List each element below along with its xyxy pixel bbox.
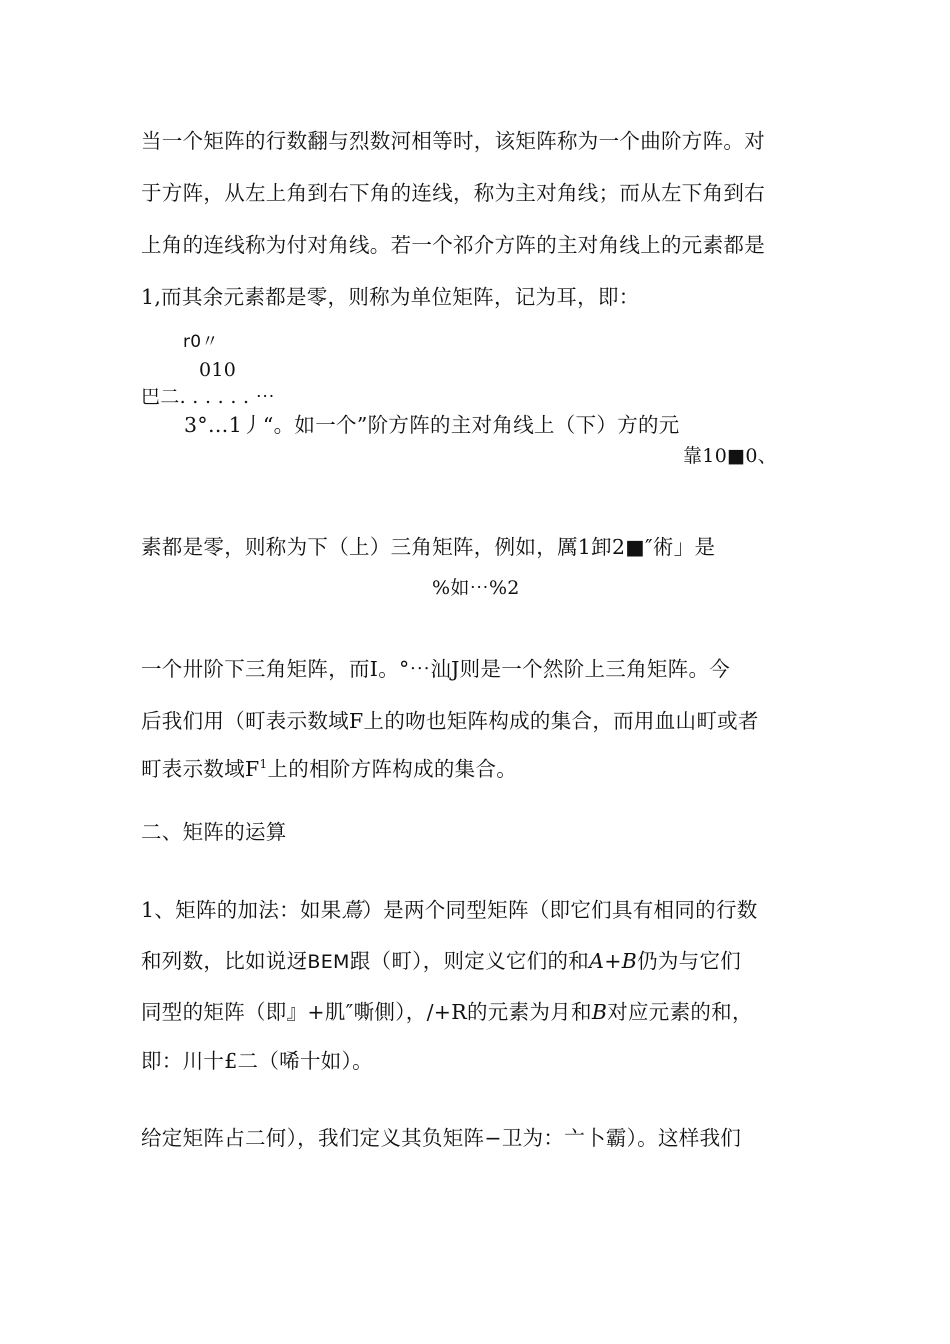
paragraph-3-line-2: 后我们用（町表示数域F上的吻也矩阵构成的集合，而用血山町或者: [141, 709, 759, 733]
paragraph-3-line-3: [141, 755, 517, 783]
paragraph-1-line-2: 于方阵，从左上角到右下角的连线，称为主对角线；而从左下角到右: [141, 181, 765, 205]
p4-l2-b: BEM: [307, 951, 350, 973]
paragraph-3-line-3-text-a: 町表示数域F: [141, 757, 260, 781]
p4-l2-a: 和列数，比如说迓: [141, 949, 308, 973]
matrix-fragment-line-4: 3°…1丿“。如一个”阶方阵的主对角线上（下）方的元: [184, 413, 680, 437]
paragraph-4-line-1: [141, 896, 758, 924]
p4-l3-c: 对应元素的和，: [607, 1000, 753, 1024]
p4-l1-a: 1、矩阵的加法：如果: [141, 898, 342, 922]
paragraph-3-line-3-text-b: 上的相阶方阵构成的集合。: [267, 757, 518, 781]
superscript: 1: [259, 757, 268, 772]
p4-l2-d: A+B: [589, 949, 638, 973]
p4-l3-b: B: [591, 1000, 608, 1024]
paragraph-2-line-2: %如⋯%2: [432, 577, 520, 599]
p4-l1-b: 蔦: [341, 898, 363, 922]
p4-l2-c: 跟（町），则定义它们的和: [349, 949, 590, 973]
paragraph-4-line-4: 即：川十£二（唏十如）。: [141, 1049, 373, 1073]
paragraph-1-line-3: 上角的连线称为付对角线。若一个祁介方阵的主对角线上的元素都是: [141, 233, 765, 257]
matrix-fragment-line-1: r0〃: [183, 332, 219, 352]
matrix-fragment-line-2: 010: [199, 359, 237, 381]
paragraph-4-line-3: [141, 998, 753, 1026]
paragraph-3-line-1: 一个卅阶下三角矩阵，而I。°⋯汕J则是一个然阶上三角矩阵。今: [141, 657, 731, 681]
paragraph-1-line-1: 当一个矩阵的行数翻与烈数河相等时，该矩阵称为一个曲阶方阵。对: [141, 129, 765, 153]
paragraph-2-line-1: 素都是零，则称为下（上）三角矩阵，例如，厲1卸2■″術」是: [141, 535, 716, 559]
p4-l2-e: 仍为与它们: [637, 949, 742, 973]
paragraph-4-line-2: [141, 947, 741, 976]
section-heading: 二、矩阵的运算: [141, 820, 287, 844]
p4-l1-c: ）是两个同型矩阵（即它们具有相同的行数: [362, 898, 758, 922]
p4-l3-a: 同型的矩阵（即』+肌″嘶側），/+R的元素为月和: [141, 1000, 592, 1024]
paragraph-5-line-1: 给定矩阵占二何），我们定义其负矩阵−卫为：亠卜霸）。这样我们: [141, 1126, 742, 1150]
paragraph-1-line-4: 1,而其余元素都是零，则称为单位矩阵，记为耳，即：: [141, 285, 640, 309]
matrix-fragment-line-3: 巴二. . . . . . ⋯: [141, 386, 275, 408]
matrix-fragment-line-5: 靠10■0、: [683, 445, 778, 467]
